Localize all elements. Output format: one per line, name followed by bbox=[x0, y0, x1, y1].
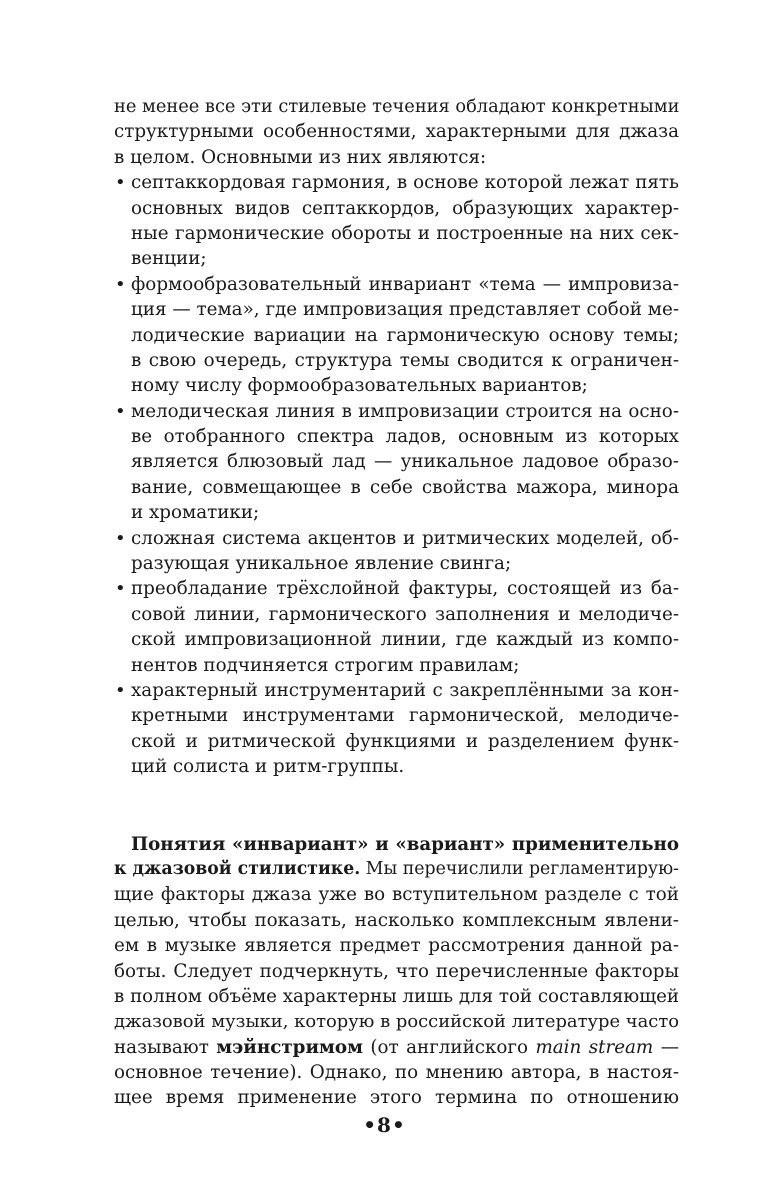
list-item: • преобладание трёхслойной фактуры, состоящей из ба- совой линии, гармонического заполнения и мелодиче- ской импровизационной линии, где каждый из компо- нентов подчиняется строгим правилам; bbox=[115, 578, 679, 676]
bullet-icon: • bbox=[115, 172, 126, 194]
page-text bbox=[114, 94, 679, 1111]
list-item: • характерный инструментарий с закреплёнными за кон- кретными инструментами гармонической, мелодиче- ской и ритмической функциями и разделением функ- ций солиста и ритм-группы. bbox=[115, 679, 679, 778]
bullet-icon: • bbox=[115, 679, 126, 701]
list-item: • септаккордовая гармония, в основе которой лежат пять основных видов септаккордов, образующих характер- ные гармонические обороты и построенные на них сек- венции; bbox=[115, 172, 679, 270]
section-paragraph: Понятия «инвариант» и «вариант» применительно к джазовой стилистике. Мы перечислили регламентирую- щие факторы джаза уже во вступительном разделе с той целью, чтобы показать, насколько комплексным явлени- ем в музыке является предмет рассмотрения данной ра- боты. Следует подчеркнуть, что перечисленные факторы в полном объёме характерны лишь для той составляющей джазовой музыки, которую в российской литературе часто называют мэйнстримом (от английского main stream — основное течение). Однако, по мнению автора, в настоя- щее время применение этого термина по отношению bbox=[114, 833, 680, 1109]
list-item: • формообразовательный инвариант «тема — импровиза- ция — тема», где импровизация представляет собой ме- лодические вариации на гармоническую основу темы; в свою очередь, структура темы сводится к ограничен- ному числу формообразовательных вариантов; bbox=[115, 273, 679, 397]
section-heading-end: к джазовой стилистике. bbox=[114, 858, 361, 879]
term-english: main stream bbox=[535, 1036, 654, 1058]
page-number: •8• bbox=[363, 1113, 406, 1137]
list-item: • сложная система акцентов и ритмических моделей, об- разующая уникальное явление свинга; bbox=[115, 527, 679, 575]
intro-line: структурными особенностями, характерными для джаза bbox=[114, 121, 679, 143]
bullet-icon: • bbox=[115, 578, 126, 600]
bullet-icon: • bbox=[115, 400, 126, 422]
section-heading: Понятия «инвариант» и «вариант» применительно bbox=[131, 833, 679, 855]
intro-line: не менее все эти стилевые течения обладают конкретными bbox=[114, 96, 680, 117]
term-mainstream: мэйнстримом bbox=[216, 1036, 363, 1058]
intro-paragraph bbox=[114, 94, 679, 170]
bullet-list bbox=[114, 170, 679, 779]
bullet-icon: • bbox=[115, 527, 126, 549]
bullet-icon: • bbox=[115, 273, 126, 295]
list-item: • мелодическая линия в импровизации строится на осно- ве отобранного спектра ладов, основным из которых является блюзовый лад — уникальное ладовое образо- вание, совмещающее в себе свойства мажора, минора и хроматики; bbox=[115, 400, 679, 524]
intro-line: в целом. Основными из них являются: bbox=[114, 146, 487, 168]
